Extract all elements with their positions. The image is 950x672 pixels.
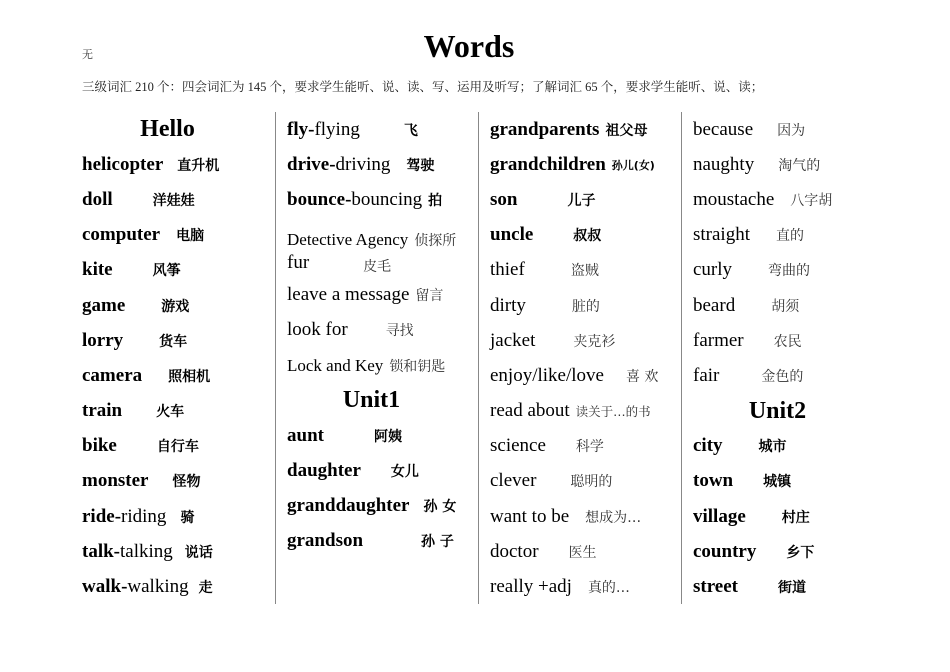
word-entry bbox=[693, 499, 884, 534]
chinese-meaning: 怪物 bbox=[172, 474, 201, 491]
word-entry bbox=[693, 534, 884, 569]
english-word: because bbox=[693, 118, 754, 140]
english-word: kite bbox=[82, 259, 113, 281]
chinese-meaning: 驾驶 bbox=[406, 157, 435, 174]
column-4 bbox=[681, 112, 884, 604]
english-word: moustache bbox=[693, 188, 775, 210]
english-word: jacket bbox=[490, 329, 536, 351]
chinese-meaning: 村庄 bbox=[781, 509, 810, 526]
column-3 bbox=[478, 112, 681, 604]
english-word: grandson bbox=[287, 530, 364, 552]
chinese-meaning: 侦探所 bbox=[414, 232, 457, 249]
chinese-meaning: 风筝 bbox=[152, 263, 181, 280]
english-word: daughter bbox=[287, 460, 361, 482]
english-word: beard bbox=[693, 294, 736, 316]
english-word-ing: walking bbox=[127, 576, 189, 598]
word-entry bbox=[693, 358, 884, 393]
chinese-meaning: 骑 bbox=[180, 509, 195, 526]
english-word: city bbox=[693, 435, 723, 457]
word-entry bbox=[490, 394, 681, 429]
english-word: science bbox=[490, 435, 546, 457]
english-word: helicopter bbox=[82, 153, 164, 175]
chinese-meaning: 胡须 bbox=[771, 298, 800, 315]
english-word: dirty bbox=[490, 294, 526, 316]
corner-note: 无 bbox=[82, 49, 93, 61]
word-entry bbox=[693, 464, 884, 499]
word-entry bbox=[82, 147, 275, 182]
english-word: uncle bbox=[490, 224, 534, 246]
chinese-meaning: 读关于…的书 bbox=[575, 404, 651, 420]
word-entry bbox=[490, 358, 681, 393]
word-entry bbox=[82, 429, 275, 464]
chinese-meaning: 锁和钥匙 bbox=[389, 358, 446, 375]
chinese-meaning: 留言 bbox=[415, 288, 444, 305]
chinese-meaning: 拍 bbox=[428, 192, 443, 209]
word-entry bbox=[490, 288, 681, 323]
chinese-meaning: 八字胡 bbox=[790, 192, 833, 209]
english-word: look for bbox=[287, 319, 348, 341]
english-word: game bbox=[82, 294, 126, 316]
chinese-meaning: 自行车 bbox=[156, 439, 199, 456]
word-entry bbox=[693, 147, 884, 182]
english-word-base: fly- bbox=[287, 118, 315, 140]
chinese-meaning: 弯曲的 bbox=[768, 263, 811, 280]
english-word: read about bbox=[490, 400, 570, 422]
chinese-meaning: 祖父母 bbox=[605, 122, 648, 139]
chinese-meaning: 阿姨 bbox=[373, 428, 402, 445]
chinese-meaning: 科学 bbox=[575, 439, 604, 456]
english-word: computer bbox=[82, 224, 161, 246]
word-entry bbox=[490, 429, 681, 464]
chinese-meaning: 城市 bbox=[758, 439, 787, 456]
chinese-meaning: 说话 bbox=[184, 544, 213, 561]
english-word-ing: talking bbox=[120, 540, 173, 562]
word-entry bbox=[82, 182, 275, 217]
english-word-base: bounce- bbox=[287, 188, 352, 210]
word-entry bbox=[287, 524, 478, 559]
english-word: street bbox=[693, 576, 739, 598]
word-entry bbox=[82, 394, 275, 429]
word-entry bbox=[287, 112, 478, 147]
word-entry bbox=[287, 348, 478, 383]
word-entry bbox=[82, 499, 275, 534]
chinese-meaning: 孙 女 bbox=[423, 499, 457, 516]
word-columns bbox=[72, 112, 892, 604]
word-entry bbox=[490, 499, 681, 534]
english-word: grandparents bbox=[490, 118, 600, 140]
english-word: naughty bbox=[693, 153, 755, 175]
english-word: fair bbox=[693, 364, 720, 386]
english-word: town bbox=[693, 470, 734, 492]
chinese-meaning: 洋娃娃 bbox=[152, 192, 195, 209]
english-word: train bbox=[82, 400, 123, 422]
word-entry bbox=[287, 252, 478, 278]
english-word-base: ride- bbox=[82, 505, 122, 527]
word-entry bbox=[82, 569, 275, 604]
english-word: monster bbox=[82, 470, 149, 492]
english-word-ing: flying bbox=[314, 118, 360, 140]
english-word: Detective Agency bbox=[287, 229, 409, 249]
word-entry bbox=[287, 313, 478, 348]
word-entry bbox=[287, 418, 478, 453]
english-word: want to be bbox=[490, 505, 570, 527]
english-word: country bbox=[693, 540, 757, 562]
word-entry bbox=[490, 569, 681, 604]
chinese-meaning: 聪明的 bbox=[570, 474, 613, 491]
chinese-meaning: 飞 bbox=[403, 122, 418, 139]
english-word: lorry bbox=[82, 329, 124, 351]
word-entry bbox=[287, 278, 478, 313]
word-entry bbox=[82, 534, 275, 569]
word-entry bbox=[82, 218, 275, 253]
word-entry bbox=[490, 253, 681, 288]
english-word: grandchildren bbox=[490, 153, 606, 175]
chinese-meaning: 电脑 bbox=[176, 228, 205, 245]
word-entry bbox=[693, 323, 884, 358]
word-entry bbox=[490, 464, 681, 499]
chinese-meaning: 城镇 bbox=[763, 474, 792, 491]
word-entry bbox=[287, 147, 478, 182]
chinese-meaning: 农民 bbox=[773, 333, 802, 350]
chinese-meaning: 孙 子 bbox=[421, 534, 454, 551]
english-word: farmer bbox=[693, 329, 744, 351]
english-word: enjoy/like/love bbox=[490, 364, 604, 386]
chinese-meaning: 脏的 bbox=[571, 298, 600, 315]
english-word: doll bbox=[82, 188, 113, 210]
page-title: Words bbox=[423, 28, 515, 64]
word-entry bbox=[82, 358, 275, 393]
english-word: bike bbox=[82, 435, 117, 457]
chinese-meaning: 医生 bbox=[568, 544, 597, 561]
word-entry bbox=[693, 253, 884, 288]
chinese-meaning: 货车 bbox=[159, 333, 188, 350]
chinese-meaning: 叔叔 bbox=[573, 228, 602, 245]
english-word: Lock and Key bbox=[287, 355, 384, 375]
chinese-meaning: 夹克衫 bbox=[573, 333, 616, 350]
chinese-meaning: 照相机 bbox=[168, 368, 211, 385]
chinese-meaning: 直升机 bbox=[177, 157, 220, 174]
chinese-meaning: 盗贼 bbox=[570, 263, 599, 280]
english-word: leave a message bbox=[287, 284, 410, 306]
word-entry bbox=[693, 429, 884, 464]
english-word-ing: driving bbox=[335, 153, 391, 175]
chinese-meaning: 喜 欢 bbox=[625, 368, 659, 385]
chinese-meaning: 因为 bbox=[777, 122, 806, 139]
chinese-meaning: 皮毛 bbox=[363, 258, 392, 275]
english-word: straight bbox=[693, 224, 750, 246]
word-entry bbox=[693, 569, 884, 604]
english-word-base: drive- bbox=[287, 153, 336, 175]
chinese-meaning: 走 bbox=[198, 580, 213, 597]
word-entry bbox=[490, 323, 681, 358]
chinese-meaning: 游戏 bbox=[161, 298, 190, 315]
english-word-ing: riding bbox=[121, 505, 167, 527]
word-entry bbox=[82, 288, 275, 323]
english-word-base: talk- bbox=[82, 540, 120, 562]
english-word: granddaughter bbox=[287, 495, 410, 517]
chinese-meaning: 直的 bbox=[776, 228, 804, 245]
section-heading-unit2: Unit2 bbox=[748, 397, 807, 424]
english-word: village bbox=[693, 505, 746, 527]
chinese-meaning: 寻找 bbox=[385, 323, 414, 340]
english-word: really +adj bbox=[490, 576, 572, 598]
english-word: curly bbox=[693, 259, 733, 281]
vocabulary-requirements: 三级词汇 210 个：四会词汇为 145 个，要求学生能听、说、读、写、运用及听写；了解词汇 65 个，要求学生能听、说、读； bbox=[82, 80, 764, 94]
word-entry bbox=[490, 112, 681, 147]
word-entry bbox=[490, 147, 681, 182]
english-word: doctor bbox=[490, 540, 539, 562]
english-word: camera bbox=[82, 364, 143, 386]
column-1 bbox=[72, 112, 275, 604]
word-entry bbox=[693, 112, 884, 147]
word-entry bbox=[82, 464, 275, 499]
chinese-meaning: 火车 bbox=[156, 404, 185, 421]
chinese-meaning: 孙儿(女) bbox=[611, 158, 655, 172]
word-entry bbox=[287, 218, 465, 252]
word-entry bbox=[82, 323, 275, 358]
column-2 bbox=[275, 112, 478, 604]
english-word: thief bbox=[490, 259, 525, 281]
word-entry bbox=[287, 182, 478, 217]
chinese-meaning: 儿子 bbox=[567, 192, 596, 209]
english-word-base: walk- bbox=[82, 576, 128, 598]
chinese-meaning: 街道 bbox=[778, 580, 807, 597]
chinese-meaning: 真的… bbox=[587, 580, 630, 597]
word-entry bbox=[693, 288, 884, 323]
english-word: aunt bbox=[287, 424, 324, 446]
word-entry bbox=[490, 534, 681, 569]
word-entry bbox=[490, 182, 681, 217]
chinese-meaning: 金色的 bbox=[761, 368, 804, 385]
chinese-meaning: 女儿 bbox=[390, 464, 419, 481]
word-entry bbox=[693, 182, 884, 217]
english-word: clever bbox=[490, 470, 537, 492]
english-word: fur bbox=[287, 251, 310, 273]
chinese-meaning: 想成为… bbox=[585, 509, 642, 526]
word-entry bbox=[490, 218, 681, 253]
chinese-meaning: 乡下 bbox=[786, 544, 815, 561]
chinese-meaning: 淘气的 bbox=[778, 157, 821, 174]
word-entry bbox=[693, 218, 884, 253]
english-word: son bbox=[490, 188, 518, 210]
word-entry bbox=[287, 454, 478, 489]
english-word-ing: bouncing bbox=[351, 188, 423, 210]
section-heading-unit1: Unit1 bbox=[342, 387, 401, 414]
word-entry bbox=[82, 253, 275, 288]
section-heading-hello: Hello bbox=[140, 116, 195, 143]
word-entry bbox=[287, 489, 478, 524]
